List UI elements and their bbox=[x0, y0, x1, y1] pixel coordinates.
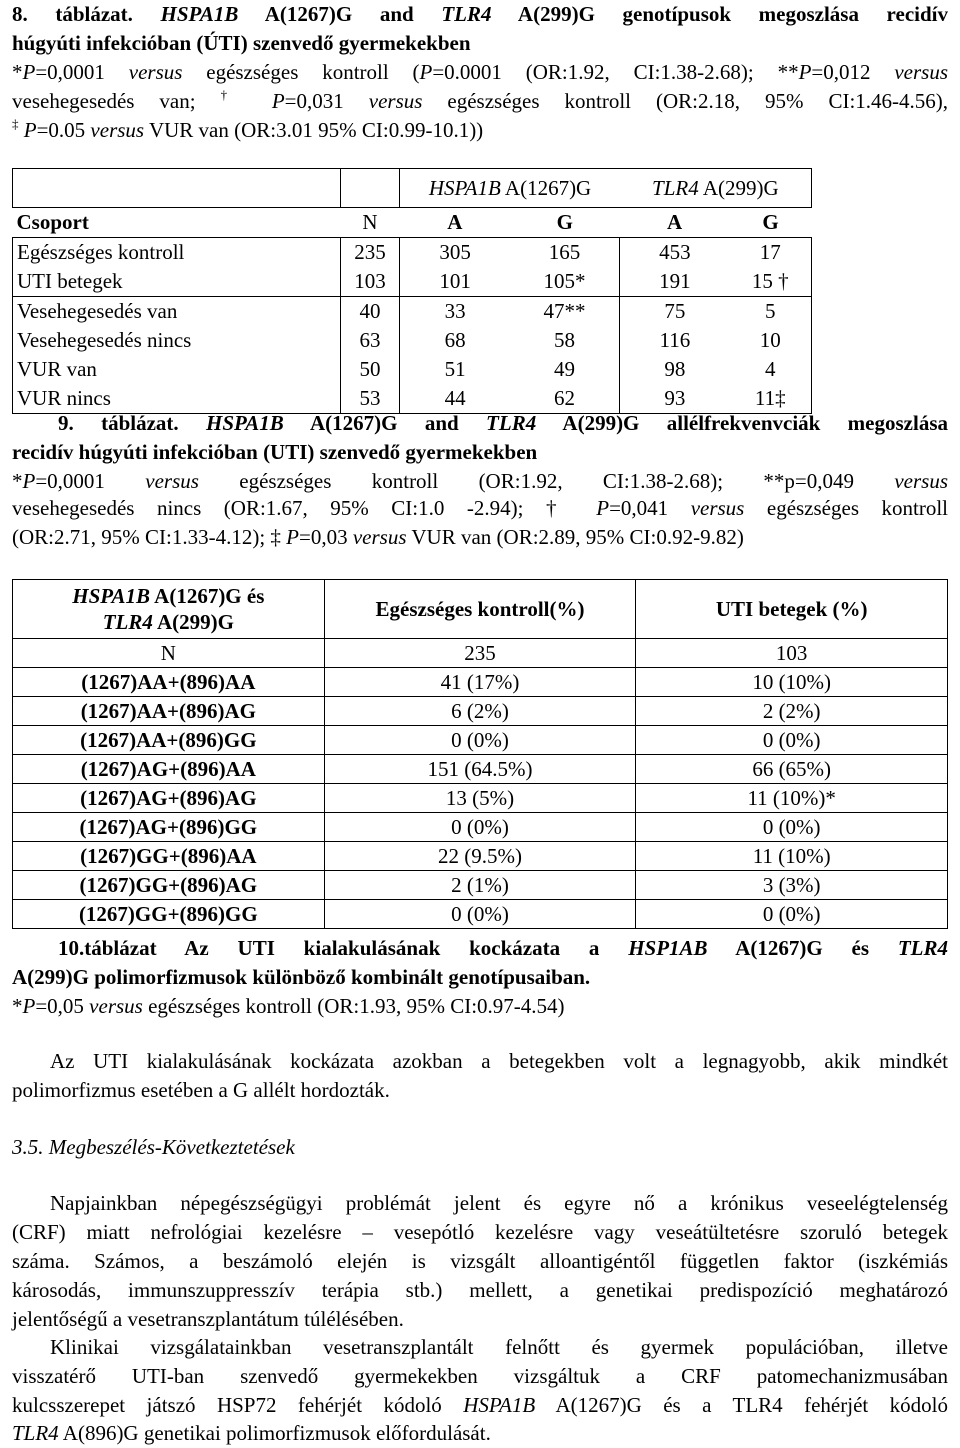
para3-line: kulcsszerepet játszó HSP72 fehérjét kódoló HSPA1B A(1267)G és a TLR4 fehérjét kódoló bbox=[12, 1393, 948, 1417]
cell-control: 2 (1%) bbox=[324, 871, 636, 900]
cell-n: 103 bbox=[340, 267, 400, 297]
cell-tlr4-g: 17 bbox=[730, 238, 812, 268]
cell-uti: 3 (3%) bbox=[636, 871, 948, 900]
table-row bbox=[13, 784, 948, 813]
table9-note-line3: (OR:2.71, 95% CI:1.33-4.12); ‡ P=0,03 versus VUR van (OR:2.89, 95% CI:0.92-9.82) bbox=[12, 525, 744, 549]
table9-note-line2: vesehegesedés nincs (OR:1.67, 95% CI:1.0 -2.94); † P=0,041 versus egészséges kontroll bbox=[12, 496, 948, 520]
cell-hspa1b-g: 47** bbox=[543, 299, 586, 323]
cell-hspa1b-g: 49 bbox=[554, 357, 575, 381]
cell-control: 0 (0%) bbox=[324, 813, 636, 842]
row-label: (1267)GG+(896)AG bbox=[13, 871, 325, 900]
table9-caption-line1: 9. táblázat. HSPA1B A(1267)G and TLR4 A(299)G allélfrekvenvciák megoszlása bbox=[58, 411, 948, 435]
row-label: (1267)AA+(896)AG bbox=[13, 697, 325, 726]
cell-control: 6 (2%) bbox=[324, 697, 636, 726]
table-row bbox=[13, 900, 948, 929]
cell-uti: 0 (0%) bbox=[636, 726, 948, 755]
row-label: (1267)GG+(896)AA bbox=[13, 842, 325, 871]
cell-uti: 66 (65%) bbox=[636, 755, 948, 784]
cell-hspa1b-g: 58 bbox=[554, 328, 575, 352]
table9-col-g1: G bbox=[556, 210, 573, 234]
table-row bbox=[13, 871, 948, 900]
table-row bbox=[13, 842, 948, 871]
cell-hspa1b-g: 105* bbox=[543, 269, 586, 293]
table-row bbox=[13, 755, 948, 784]
table9-col-csoport: Csoport bbox=[16, 210, 89, 234]
cell-tlr4-g: 10 bbox=[730, 326, 812, 355]
table10-caption-line2: A(299)G polimorfizmusok különböző kombinált genotípusaiban. bbox=[12, 965, 591, 989]
cell-tlr4-a: 116 bbox=[620, 326, 730, 355]
table9-col-a2: A bbox=[667, 210, 683, 234]
table9-col-a1: A bbox=[447, 210, 463, 234]
cell-hspa1b-a: 305 bbox=[400, 238, 510, 268]
row-label: (1267)AG+(896)AA bbox=[13, 755, 325, 784]
cell-control: 0 (0%) bbox=[324, 900, 636, 929]
cell-hspa1b-a: 51 bbox=[400, 355, 510, 384]
para3-line: TLR4 A(896)G genetikai polimorfizmusok előfordulását. bbox=[12, 1421, 491, 1445]
result-paragraph-line2: polimorfizmus esetében a G allélt hordozták. bbox=[12, 1078, 390, 1102]
cell-uti: 11 (10%)* bbox=[636, 784, 948, 813]
table9-note-line1: *P=0,0001 versus egészséges kontroll (OR:1.92, CI:1.38-2.68); **p=0,049 versus bbox=[12, 469, 948, 493]
row-label: Vesehegesedés van bbox=[13, 297, 341, 327]
cell-uti: 0 (0%) bbox=[636, 900, 948, 929]
cell-control: 151 (64.5%) bbox=[324, 755, 636, 784]
para2-line: károsodás, immunszuppresszív terápia stb.) mellett, a genetikai predispozíció meghatározó bbox=[12, 1278, 948, 1302]
table9-column-header-row bbox=[13, 208, 812, 238]
allele-frequency-table bbox=[12, 168, 812, 414]
cell-tlr4-g: 11‡ bbox=[730, 384, 812, 414]
table-row bbox=[13, 813, 948, 842]
cell-hspa1b-a: 33 bbox=[400, 297, 510, 327]
para3-line: Klinikai vizsgálatainkban vesetranszplantált felnőtt és gyermek populációban, illetve bbox=[50, 1335, 948, 1359]
cell-uti: 11 (10%) bbox=[636, 842, 948, 871]
cell-tlr4-g: 4 bbox=[730, 355, 812, 384]
cell-hspa1b-a: 68 bbox=[400, 326, 510, 355]
table-row bbox=[13, 355, 812, 384]
table8-note-line2: vesehegesedés van; † P=0,031 versus egészséges kontroll (OR:2.18, 95% CI:1.46-4.56), bbox=[12, 87, 949, 113]
cell-tlr4-a: 453 bbox=[620, 238, 730, 268]
table9-col-n: N bbox=[362, 210, 378, 234]
table10-header-control: Egészséges kontroll(%) bbox=[324, 580, 636, 639]
cell-hspa1b-a: 44 bbox=[400, 384, 510, 414]
cell-n: 53 bbox=[340, 384, 400, 414]
para2-line: száma. Számos, a beszámoló elején is vizsgált alloantigéntől független faktor (iszkémiás bbox=[12, 1249, 948, 1273]
para2-line: (CRF) miatt nefrológiai kezelésre – vesepótló kezelésre vagy veseátültetésre szoruló betegek bbox=[12, 1220, 948, 1244]
cell-hspa1b-g: 62 bbox=[554, 386, 575, 410]
para3-line: visszatérő UTI-ban szenvedő gyermekekben vizsgáltuk a CRF patomechanizmusában bbox=[12, 1364, 948, 1388]
row-label: UTI betegek bbox=[13, 267, 341, 297]
row-label: (1267)AA+(896)GG bbox=[13, 726, 325, 755]
table10-header-genotype: HSPA1B A(1267)G és TLR4 A(299)G bbox=[13, 580, 325, 639]
table9-empty-header bbox=[13, 169, 341, 208]
cell-tlr4-a: 93 bbox=[620, 384, 730, 414]
table10-header-uti: UTI betegek (%) bbox=[636, 580, 948, 639]
table-row bbox=[13, 697, 948, 726]
cell-uti: 0 (0%) bbox=[636, 813, 948, 842]
table10-caption-line1: 10.táblázat Az UTI kialakulásának kockázata a HSP1AB A(1267)G és TLR4 bbox=[58, 936, 948, 960]
cell-uti: 2 (2%) bbox=[636, 697, 948, 726]
cell-tlr4-g: 15 † bbox=[730, 267, 812, 297]
cell-n: 63 bbox=[340, 326, 400, 355]
table-row bbox=[13, 238, 812, 268]
cell-hspa1b-a: 101 bbox=[400, 267, 510, 297]
cell-control: 41 (17%) bbox=[324, 668, 636, 697]
table-row bbox=[13, 267, 812, 297]
table10-header-row bbox=[13, 580, 948, 639]
row-label: Egészséges kontroll bbox=[13, 238, 341, 268]
row-label: (1267)GG+(896)GG bbox=[13, 900, 325, 929]
table-row bbox=[13, 639, 948, 668]
row-label: N bbox=[13, 639, 325, 668]
row-label: (1267)AG+(896)AG bbox=[13, 784, 325, 813]
table10-note: *P=0,05 versus egészséges kontroll (OR:1.93, 95% CI:0.97-4.54) bbox=[12, 994, 565, 1018]
row-label: (1267)AG+(896)GG bbox=[13, 813, 325, 842]
table9-col-g2: G bbox=[762, 210, 779, 234]
table-row bbox=[13, 326, 812, 355]
cell-uti: 10 (10%) bbox=[636, 668, 948, 697]
cell-n: 235 bbox=[340, 238, 400, 268]
row-label: VUR van bbox=[13, 355, 341, 384]
para2-line: jelentőségű a vesetranszplantátum túlélésében. bbox=[12, 1307, 404, 1331]
table8-caption-line2: húgyúti infekcióban (ÚTI) szenvedő gyermekekben bbox=[12, 31, 471, 55]
cell-control: 235 bbox=[324, 639, 636, 668]
table9-empty-header-n bbox=[340, 169, 400, 208]
cell-control: 13 (5%) bbox=[324, 784, 636, 813]
result-paragraph-line1: Az UTI kialakulásának kockázata azokban a betegekben volt a legnagyobb, akik mindkét bbox=[50, 1049, 948, 1073]
cell-hspa1b-g: 165 bbox=[548, 240, 581, 264]
table8-note-line1: *P=0,0001 versus egészséges kontroll (P=0.0001 (OR:1.92, CI:1.38-2.68); **P=0,012 versus bbox=[12, 60, 948, 84]
row-label: VUR nincs bbox=[13, 384, 341, 414]
table-row bbox=[13, 726, 948, 755]
table-row bbox=[13, 297, 812, 327]
cell-tlr4-a: 191 bbox=[620, 267, 730, 297]
cell-tlr4-a: 75 bbox=[620, 297, 730, 327]
cell-tlr4-a: 98 bbox=[620, 355, 730, 384]
cell-tlr4-g: 5 bbox=[730, 297, 812, 327]
row-label: Vesehegesedés nincs bbox=[13, 326, 341, 355]
table8-note-line3: ‡ P=0.05 versus VUR van (OR:3.01 95% CI:0.99-10.1)) bbox=[12, 116, 484, 142]
table-row bbox=[13, 668, 948, 697]
cell-uti: 103 bbox=[636, 639, 948, 668]
cell-n: 40 bbox=[340, 297, 400, 327]
row-label: (1267)AA+(896)AA bbox=[13, 668, 325, 697]
genotype-combination-table bbox=[12, 579, 948, 929]
cell-control: 22 (9.5%) bbox=[324, 842, 636, 871]
table9-group-header-tlr4: TLR4 A(299)G bbox=[620, 169, 812, 208]
cell-control: 0 (0%) bbox=[324, 726, 636, 755]
table9-group-header-hspa1b: HSPA1B A(1267)G bbox=[400, 169, 620, 208]
cell-n: 50 bbox=[340, 355, 400, 384]
table9-caption-line2: recidív húgyúti infekcióban (UTI) szenvedő gyermekekben bbox=[12, 440, 538, 464]
para2-line: Napjainkban népegészségügyi problémát jelent és egyre nő a krónikus veseelégtelenség bbox=[50, 1191, 948, 1215]
section-heading: 3.5. Megbeszélés-Következtetések bbox=[12, 1135, 295, 1159]
table8-caption-line1: 8. táblázat. HSPA1B A(1267)G and TLR4 A(299)G genotípusok megoszlása recidív bbox=[12, 2, 948, 26]
